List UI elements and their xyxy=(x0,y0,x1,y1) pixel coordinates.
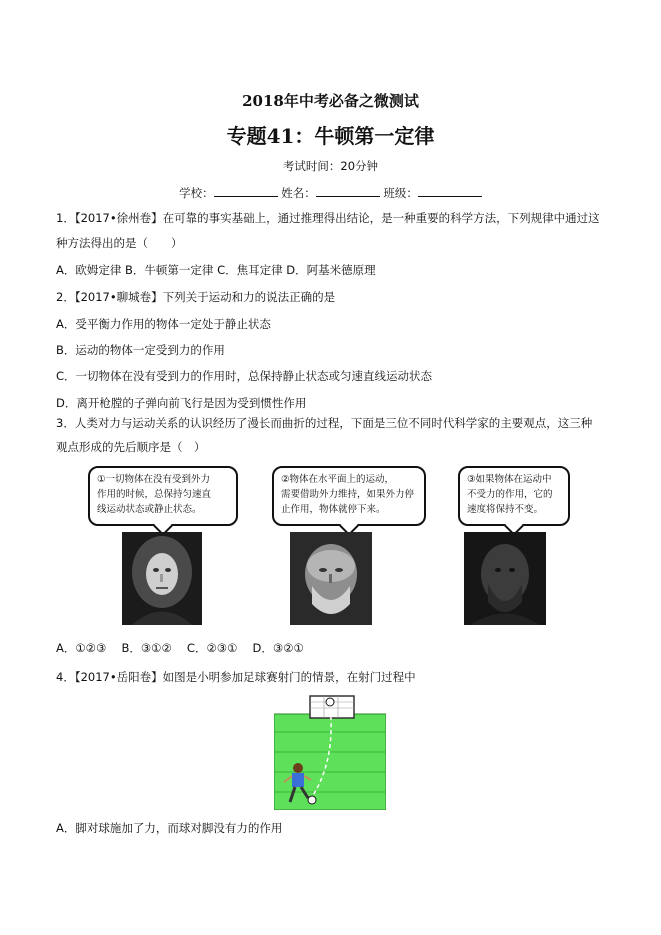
bubble-line: 作用的时候，总保持匀速直 xyxy=(97,489,212,500)
question-source: 【2017•徐州卷】 xyxy=(74,211,163,225)
topic-title: 专题41：牛顿第一定律 xyxy=(226,124,435,148)
question-4-stem: 4．【2017•岳阳卷】如图是小明参加足球赛射门的情景，在射门过程中 xyxy=(56,670,416,684)
bubble-line: 不受力的作用，它的 xyxy=(467,489,553,500)
question-2-option-b: B．运动的物体一定受到力的作用 xyxy=(56,343,225,357)
class-label: 班级： xyxy=(383,186,418,200)
question-2-option-c: C．一切物体在没有受到力的作用时，总保持静止状态或匀速直线运动状态 xyxy=(56,369,433,383)
question-2-option-d: D．离开枪膛的子弹向前飞行是因为受到惯性作用 xyxy=(56,396,307,410)
question-1-options: A．欧姆定律 B．牛顿第一定律 C．焦耳定律 D．阿基米德原理 xyxy=(56,263,376,277)
bubble-line: ①一切物体在没有受到外力 xyxy=(97,474,211,485)
question-source: 【2017•聊城卷】 xyxy=(74,290,163,304)
question-1-stem-cont: 种方法得出的是（ ） xyxy=(56,236,183,250)
question-3-stem: 3．人类对力与运动关系的认识经历了漫长而曲折的过程，下面是三位不同时代科学家的主要观点，这三种 xyxy=(56,416,593,430)
bubble-line: 速度将保持不变。 xyxy=(467,504,544,515)
speech-bubble-2 xyxy=(272,466,426,526)
portrait-galileo xyxy=(464,532,546,625)
question-text: 下列关于运动和力的说法正确的是 xyxy=(162,290,336,304)
speech-bubble-3 xyxy=(458,466,570,526)
bubble-line: ②物体在水平面上的运动， xyxy=(281,474,395,485)
portrait-newton xyxy=(122,532,202,625)
name-blank[interactable] xyxy=(316,184,380,197)
question-number: 4 xyxy=(56,670,64,684)
school-blank[interactable] xyxy=(214,184,278,197)
question-number: 1 xyxy=(56,211,64,225)
question-2-option-a: A．受平衡力作用的物体一定处于静止状态 xyxy=(56,317,271,331)
portrait-aristotle xyxy=(290,532,372,625)
question-source: 【2017•岳阳卷】 xyxy=(74,670,163,684)
question-4-option-a: A．脚对球施加了力，而球对脚没有力的作用 xyxy=(56,821,283,835)
name-label: 姓名： xyxy=(281,186,316,200)
class-blank[interactable] xyxy=(418,184,482,197)
bubble-line: ③如果物体在运动中 xyxy=(467,474,552,485)
speech-bubble-1 xyxy=(88,466,238,526)
question-1-stem: 1．【2017•徐州卷】在可靠的事实基础上，通过推理得出结论，是一种重要的科学方法，下列规律中通过这 xyxy=(56,211,600,225)
bubble-line: 止作用，物体就停下来。 xyxy=(281,504,386,515)
question-2-stem: 2．【2017•聊城卷】下列关于运动和力的说法正确的是 xyxy=(56,290,336,304)
question-3-figure xyxy=(80,462,580,632)
series-title: 2018年中考必备之微测试 xyxy=(242,92,419,110)
question-number: 2 xyxy=(56,290,64,304)
soccer-figure xyxy=(274,692,386,810)
exam-time: 考试时间：20分钟 xyxy=(282,159,379,173)
question-3-stem-cont: 观点形成的先后顺序是（ ） xyxy=(56,440,206,454)
question-3-options: A．①②③ B．③①② C．②③① D．③②① xyxy=(56,641,304,655)
school-label: 学校： xyxy=(179,186,214,200)
question-text: 在可靠的事实基础上，通过推理得出结论，是一种重要的科学方法，下列规律中通过这 xyxy=(162,211,600,225)
student-info xyxy=(0,184,661,201)
bubble-line: 需要借助外力维持，如果外力停 xyxy=(281,489,415,500)
bubble-line: 线运动状态或静止状态。 xyxy=(97,504,202,515)
question-text: 如图是小明参加足球赛射门的情景，在射门过程中 xyxy=(162,670,416,684)
